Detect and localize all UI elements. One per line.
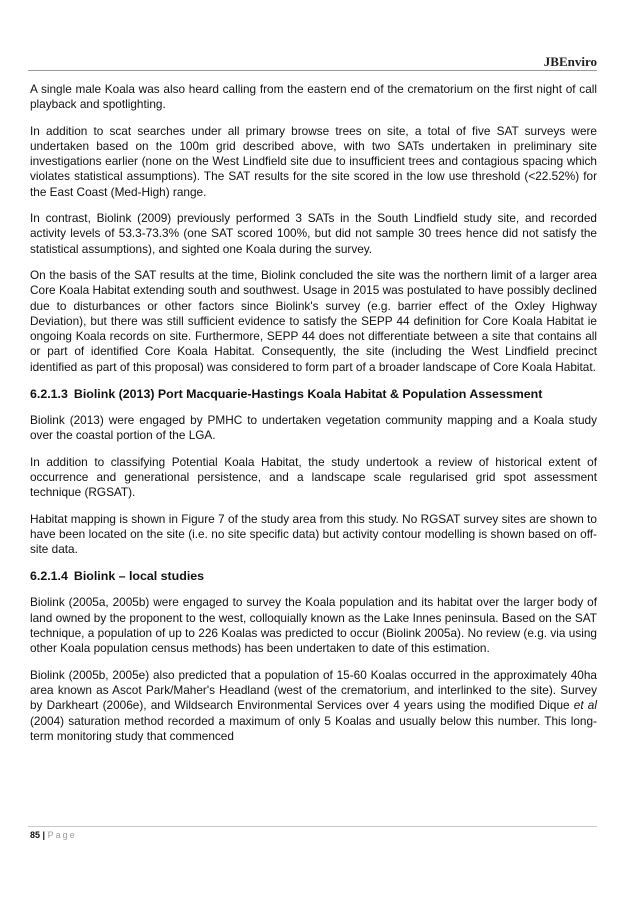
section-heading	[30, 386, 597, 402]
italic-text: et al	[573, 698, 597, 713]
paragraph: Habitat mapping is shown in Figure 7 of the study area from this study. No RGSAT survey sites are shown to have been located on the site (i.e. no site specific data) but activity contour modelling is shown based on off-site data.	[30, 511, 597, 557]
section-number: 6.2.1.4	[30, 569, 68, 584]
page-label: Page	[47, 830, 77, 840]
page-number: 85	[30, 830, 41, 840]
header-brand: JBEnviro	[543, 54, 597, 69]
paragraph	[30, 668, 597, 744]
paragraph: In addition to classifying Potential Koala Habitat, the study undertook a review of historical extent of occurrence and generational persistence, and a landscape scale regularised grid spot assessment technique (RGSAT).	[30, 454, 597, 500]
paragraph: In contrast, Biolink (2009) previously performed 3 SATs in the South Lindfield study site, and recorded activity levels of 53.3-73.3% (one SAT scored 100%, but did not sample 30 trees hence did not satisfy the statistical assumptions), and sighted one Koala during the survey.	[30, 211, 597, 256]
paragraph: In addition to scat searches under all primary browse trees on site, a total of five SAT surveys were undertaken based on the 100m grid described above, with two SATs undertaken in preliminary site investigations earlier (none on the West Lindfield site due to insufficient trees and contagious spacing which violates statistical assumptions). The SAT results for the site scored in the low use threshold (<22.52%) for the East Coast (Med-High) range.	[30, 123, 597, 199]
page-footer	[30, 830, 77, 840]
footer-separator: |	[42, 830, 46, 840]
section-heading	[30, 568, 597, 584]
paragraph: On the basis of the SAT results at the time, Biolink concluded the site was the northern limit of a larger area Core Koala Habitat extending south and southwest. Usage in 2015 was postulated to have possibly declined due to disturbances or other factors since Biolink's survey (e.g. barrier effect of the Oxley Highway Deviation), but there was still sufficient evidence to satisfy the SEPP 44 definition for Core Koala Habitat ie ongoing Koala records on site. Furthermore, SEPP 44 does not differentiate between a site that contains all or part of identified Core Koala Habitat. Consequently, the site (including the West Lindfield precinct identified as part of this proposal) was considered to form part of a broader landscape of Core Koala Habitat.	[30, 267, 597, 374]
section-title: Biolink (2013) Port Macquarie-Hastings Koala Habitat & Population Assessment	[73, 387, 543, 402]
paragraph: Biolink (2005a, 2005b) were engaged to survey the Koala population and its habitat over the larger body of land owned by the proponent to the west, colloquially known as the Lake Innes peninsula. Based on the SAT technique, a population of up to 226 Koalas was predicted to occur (Biolink 2005a). No review (e.g. via using other Koala population census methods) has been undertaken to date of this estimation.	[30, 595, 597, 656]
paragraph: Biolink (2013) were engaged by PMHC to undertaken vegetation community mapping and a Koala study over the coastal portion of the LGA.	[30, 413, 597, 443]
paragraph-text: (2004) saturation method recorded a maximum of only 5 Koalas and usually below this number. This long-term monitoring study that commenced	[30, 713, 597, 743]
document-body	[30, 82, 597, 755]
paragraph-text: Biolink (2005b, 2005e) also predicted that a population of 15-60 Koalas occurred in the approximately 40ha area known as Ascot Park/Maher's Headland (west of the crematorium, and interlinked to the site). Survey by Darkheart (2006e), and Wildsearch Environmental Services over 4 years using the modified Dique	[30, 667, 597, 713]
header-divider	[28, 70, 597, 71]
footer-divider	[28, 826, 597, 827]
section-number: 6.2.1.3	[30, 387, 68, 402]
section-title: Biolink – local studies	[73, 569, 205, 584]
paragraph: A single male Koala was also heard calling from the eastern end of the crematorium on the first night of call playback and spotlighting.	[30, 82, 597, 112]
